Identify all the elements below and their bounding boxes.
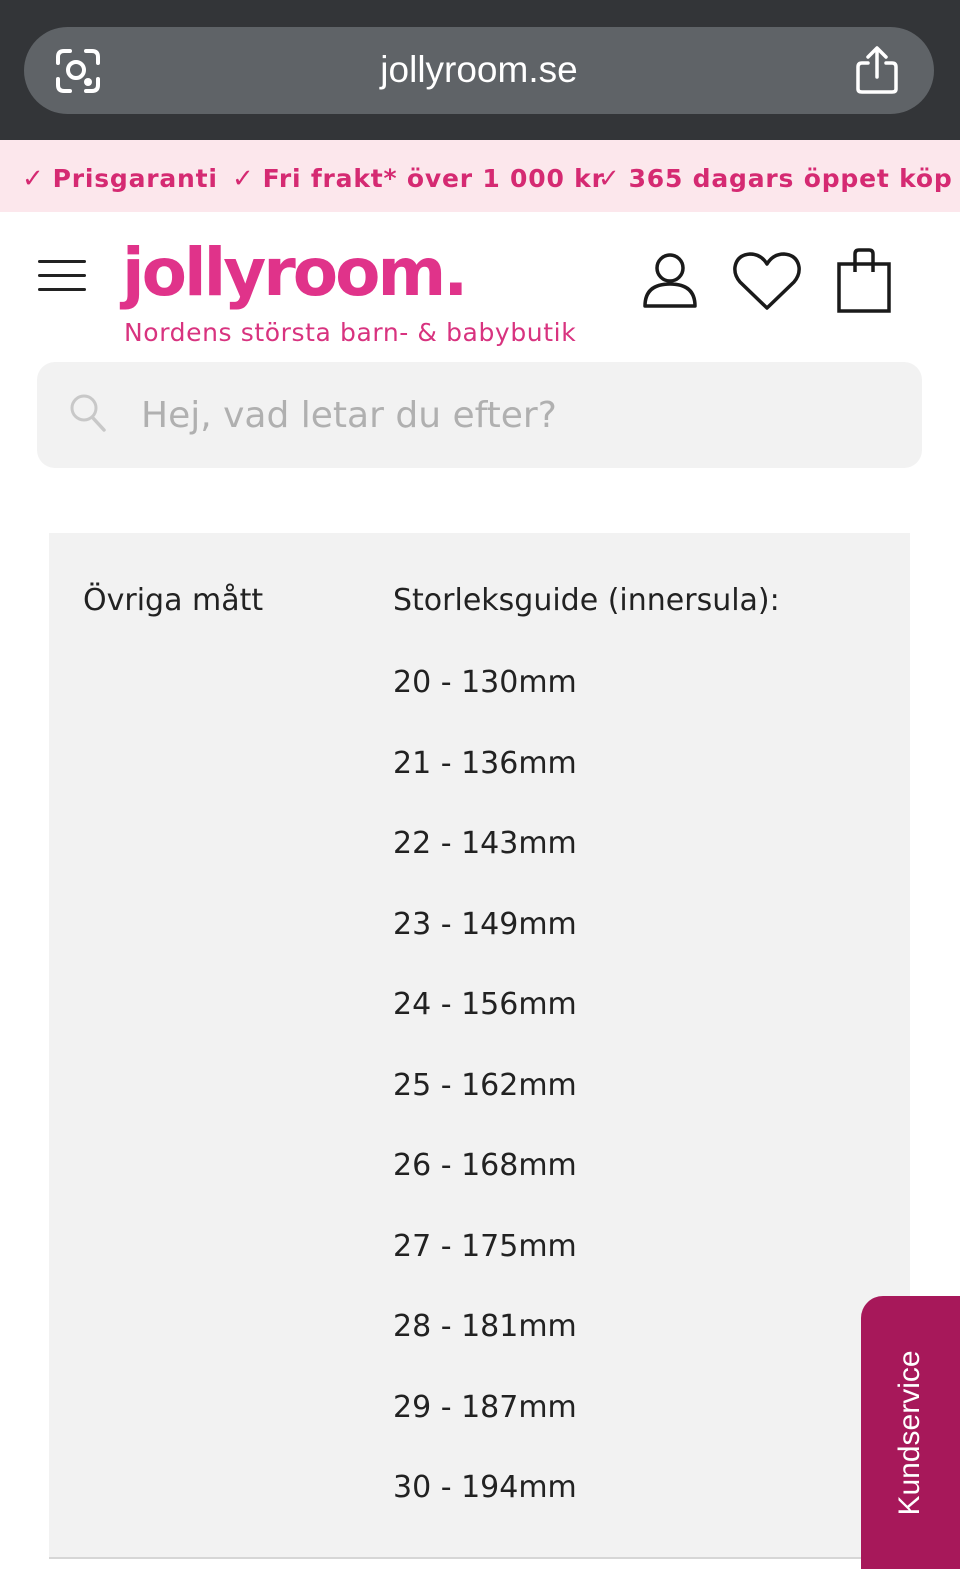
- usp-text: 365 dagars öppet köp: [628, 164, 953, 193]
- size-row: 23 - 149mm: [393, 906, 577, 942]
- check-icon: ✓: [232, 164, 255, 194]
- size-row: 27 - 175mm: [393, 1228, 577, 1264]
- size-row: 26 - 168mm: [393, 1148, 577, 1183]
- site-tagline: Nordens största barn- & babybutik: [124, 318, 577, 347]
- usp-item: [232, 140, 605, 212]
- usp-item: [22, 140, 218, 212]
- address-bar[interactable]: [24, 27, 934, 114]
- url-text[interactable]: jollyroom.se: [380, 49, 578, 90]
- size-row: 22 - 143mm: [393, 826, 577, 861]
- shopping-bag-icon[interactable]: [836, 248, 892, 314]
- share-icon[interactable]: [854, 45, 900, 95]
- check-icon: ✓: [598, 164, 621, 194]
- customer-service-tab[interactable]: [861, 1296, 960, 1569]
- account-icon[interactable]: [640, 250, 700, 310]
- spec-label: Övriga mått: [83, 583, 264, 618]
- hamburger-menu-icon[interactable]: [38, 260, 86, 292]
- size-guide-list: [393, 663, 577, 1549]
- search-icon: [69, 393, 107, 433]
- usp-bar: [0, 140, 960, 212]
- usp-text: Prisgaranti: [52, 164, 218, 193]
- customer-service-label: Kundservice: [893, 1349, 926, 1516]
- size-row: 21 - 136mm: [393, 745, 577, 781]
- site-logo[interactable]: jollyroom.: [122, 234, 466, 311]
- size-row: 30 - 194mm: [393, 1470, 577, 1505]
- size-row: 25 - 162mm: [393, 1067, 577, 1103]
- size-guide-heading: Storleksguide (innersula):: [393, 583, 780, 618]
- size-row: 28 - 181mm: [393, 1309, 577, 1344]
- size-row: 20 - 130mm: [393, 665, 577, 700]
- spec-table: [49, 533, 910, 1559]
- size-row: 24 - 156mm: [393, 987, 577, 1022]
- search-box[interactable]: [37, 362, 922, 468]
- check-icon: ✓: [22, 164, 45, 194]
- size-row: 29 - 187mm: [393, 1389, 577, 1425]
- browser-toolbar: [0, 0, 960, 140]
- search-input[interactable]: [141, 362, 881, 468]
- usp-item: [598, 140, 953, 212]
- wishlist-heart-icon[interactable]: [732, 250, 802, 312]
- usp-text: Fri frakt* över 1 000 kr: [262, 164, 605, 193]
